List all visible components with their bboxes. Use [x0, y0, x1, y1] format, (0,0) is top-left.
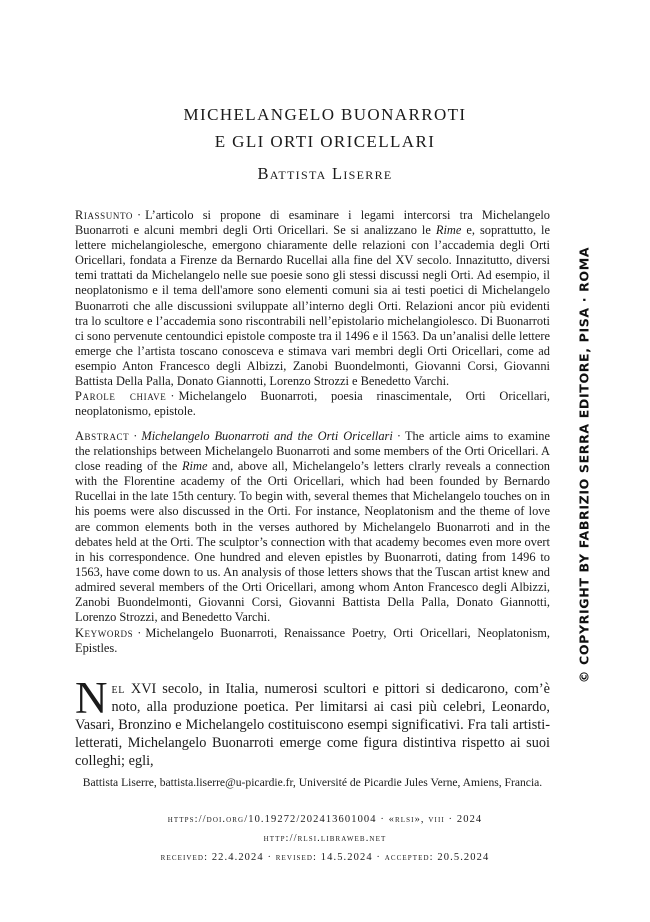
keywords-separator: ·	[137, 626, 142, 640]
abstract-italic-title: Michelangelo Buonarroti and the Orti Oricellari	[141, 429, 393, 443]
parole-chiave-label: Parole chiave	[75, 389, 167, 403]
parole-chiave-text: Michelangelo Buonarroti, poesia rinascimentale, Orti Oricellari, neoplatonismo, epistole.	[75, 389, 550, 419]
intro-text: XVI secolo, in Italia, numerosi scultori e pittori si dedicarono, com’è noto, alla produzione poetica. Per limitarsi ai casi più celebri, Leonardo, Vasari, Bronzino e Michelangelo costituiscono esempi significativi. Fra tali artisti-letterati, Michelangelo Buonarroti emerge come figura distintiva rispetto ai suoi colleghi; egli,	[75, 681, 550, 769]
abstract-paragraph	[75, 429, 550, 625]
drop-cap: N	[75, 673, 108, 723]
keywords-text: Michelangelo Buonarroti, Renaissance Poetry, Orti Oricellari, Neoplatonism, Epistles.	[75, 626, 550, 656]
doi-line: https://doi.org/10.19272/202413601004 · «rlsi», viii · 2024	[167, 814, 483, 825]
abstract-text: The article aims to examine the relationships between Michelangelo Buonarroti and some members of the Orti Oricellari. A close reading of the	[75, 429, 550, 474]
intro-smallcaps: el	[111, 681, 125, 697]
keywords-label: Keywords	[75, 626, 134, 640]
riassunto-italic-rime: Rime	[435, 223, 462, 238]
intro-paragraph	[75, 673, 550, 770]
journal-url-line: http://rlsi.libraweb.net	[263, 833, 387, 844]
abstract-text-cont: and, above all, Michelangelo’s letters clrarly reveals a connection with the Florentine academy of the Orti Oricellari, which had been founded by Bernardo Rucellai in the late 15th century. To begin with, several themes that Michelangelo touches on in his poems were also discussed in the Orti. For instance, Neoplatonism and the theme of love are common elements both in the verses authored by Michelangelo Buonarroti and in the debates held at the Orti. The sculptor’s connection with that academy becomes even more overt in his correspondence. One hundred and eleven epistles by Buonarroti, dating from 1496 to 1563, have come down to us. An analysis of those letters shows that the Tuscan artist knew and admired several members of the Orti Oricellari, among whom Anton Francesco degli Albizzi, Zanobi Buondelmonti, Giovanni Corsi, Giovanni Battista Della Palla, Donato Giannotti, Lorenzo Strozzi, and Benedetto Varchi.	[75, 459, 550, 625]
riassunto-separator: ·	[137, 208, 142, 222]
abstract-separator-2: ·	[396, 429, 401, 443]
parole-chiave-separator: ·	[170, 389, 175, 403]
article-title-line-2: E GLI ORTI ORICELLARI	[214, 132, 436, 151]
riassunto-paragraph	[75, 208, 550, 389]
abstract-italic-rime: Rime	[181, 459, 208, 474]
abstract-separator: ·	[133, 429, 138, 443]
article-title-line-1: MICHELANGELO BUONARROTI	[183, 105, 467, 124]
riassunto-text: L’articolo si propone di esaminare i legami intercorsi tra Michelangelo Buonarroti e alcuni membri degli Orti Oricellari. Se si analizzano le	[75, 208, 550, 238]
keywords-paragraph	[75, 626, 550, 656]
abstract-label: Abstract	[75, 429, 130, 443]
parole-chiave-paragraph	[75, 389, 550, 419]
submission-dates-line: received: 22.4.2024 · revised: 14.5.2024 · accepted: 20.5.2024	[160, 852, 490, 863]
article-author: Battista Liserre	[257, 164, 393, 183]
copyright-notice: © COPYRIGHT BY FABRIZIO SERRA EDITORE, PISA · ROMA	[576, 246, 592, 684]
author-affiliation-footnote: Battista Liserre, battista.liserre@u-picardie.fr, Université de Picardie Jules Verne, Amiens, Francia.	[82, 776, 543, 789]
riassunto-text-cont: e, soprattutto, le lettere michelangiolesche, emergono chiaramente delle relazioni con l’accademia degli Orti Oricellari, fondata a Firenze da Bernardo Rucellai alla fine del XV secolo. Innazitutto, diversi temi trattati da Michelangelo nelle sue poesie sono gli stessi discussi negli Orti. Ad esempio, il neoplatonismo e il tema dell'amore sono elementi comuni sia ai testi poetici di Michelangelo Buonarroti che alle discussioni sviluppate all’interno degli Orti. Relazioni ancor più evidenti tra lo scultore e l’accademia sono riscontrabili nell’epistolario michelangiolesco. Di Buonarroti ci sono pervenute centoundici epistole composte tra il 1496 e il 1563. Da un’analisi delle lettere emerge che l’artista toscano conosceva e stimava vari membri degli Orti Oricellari, come ad esempio Anton Francesco degli Albizzi, Zanobi Buondelmonti, Giovanni Corsi, Giovanni Battista Della Palla, Donato Giannotti, Lorenzo Strozzi e Benedetto Varchi.	[75, 223, 550, 389]
riassunto-label: Riassunto	[75, 208, 134, 222]
